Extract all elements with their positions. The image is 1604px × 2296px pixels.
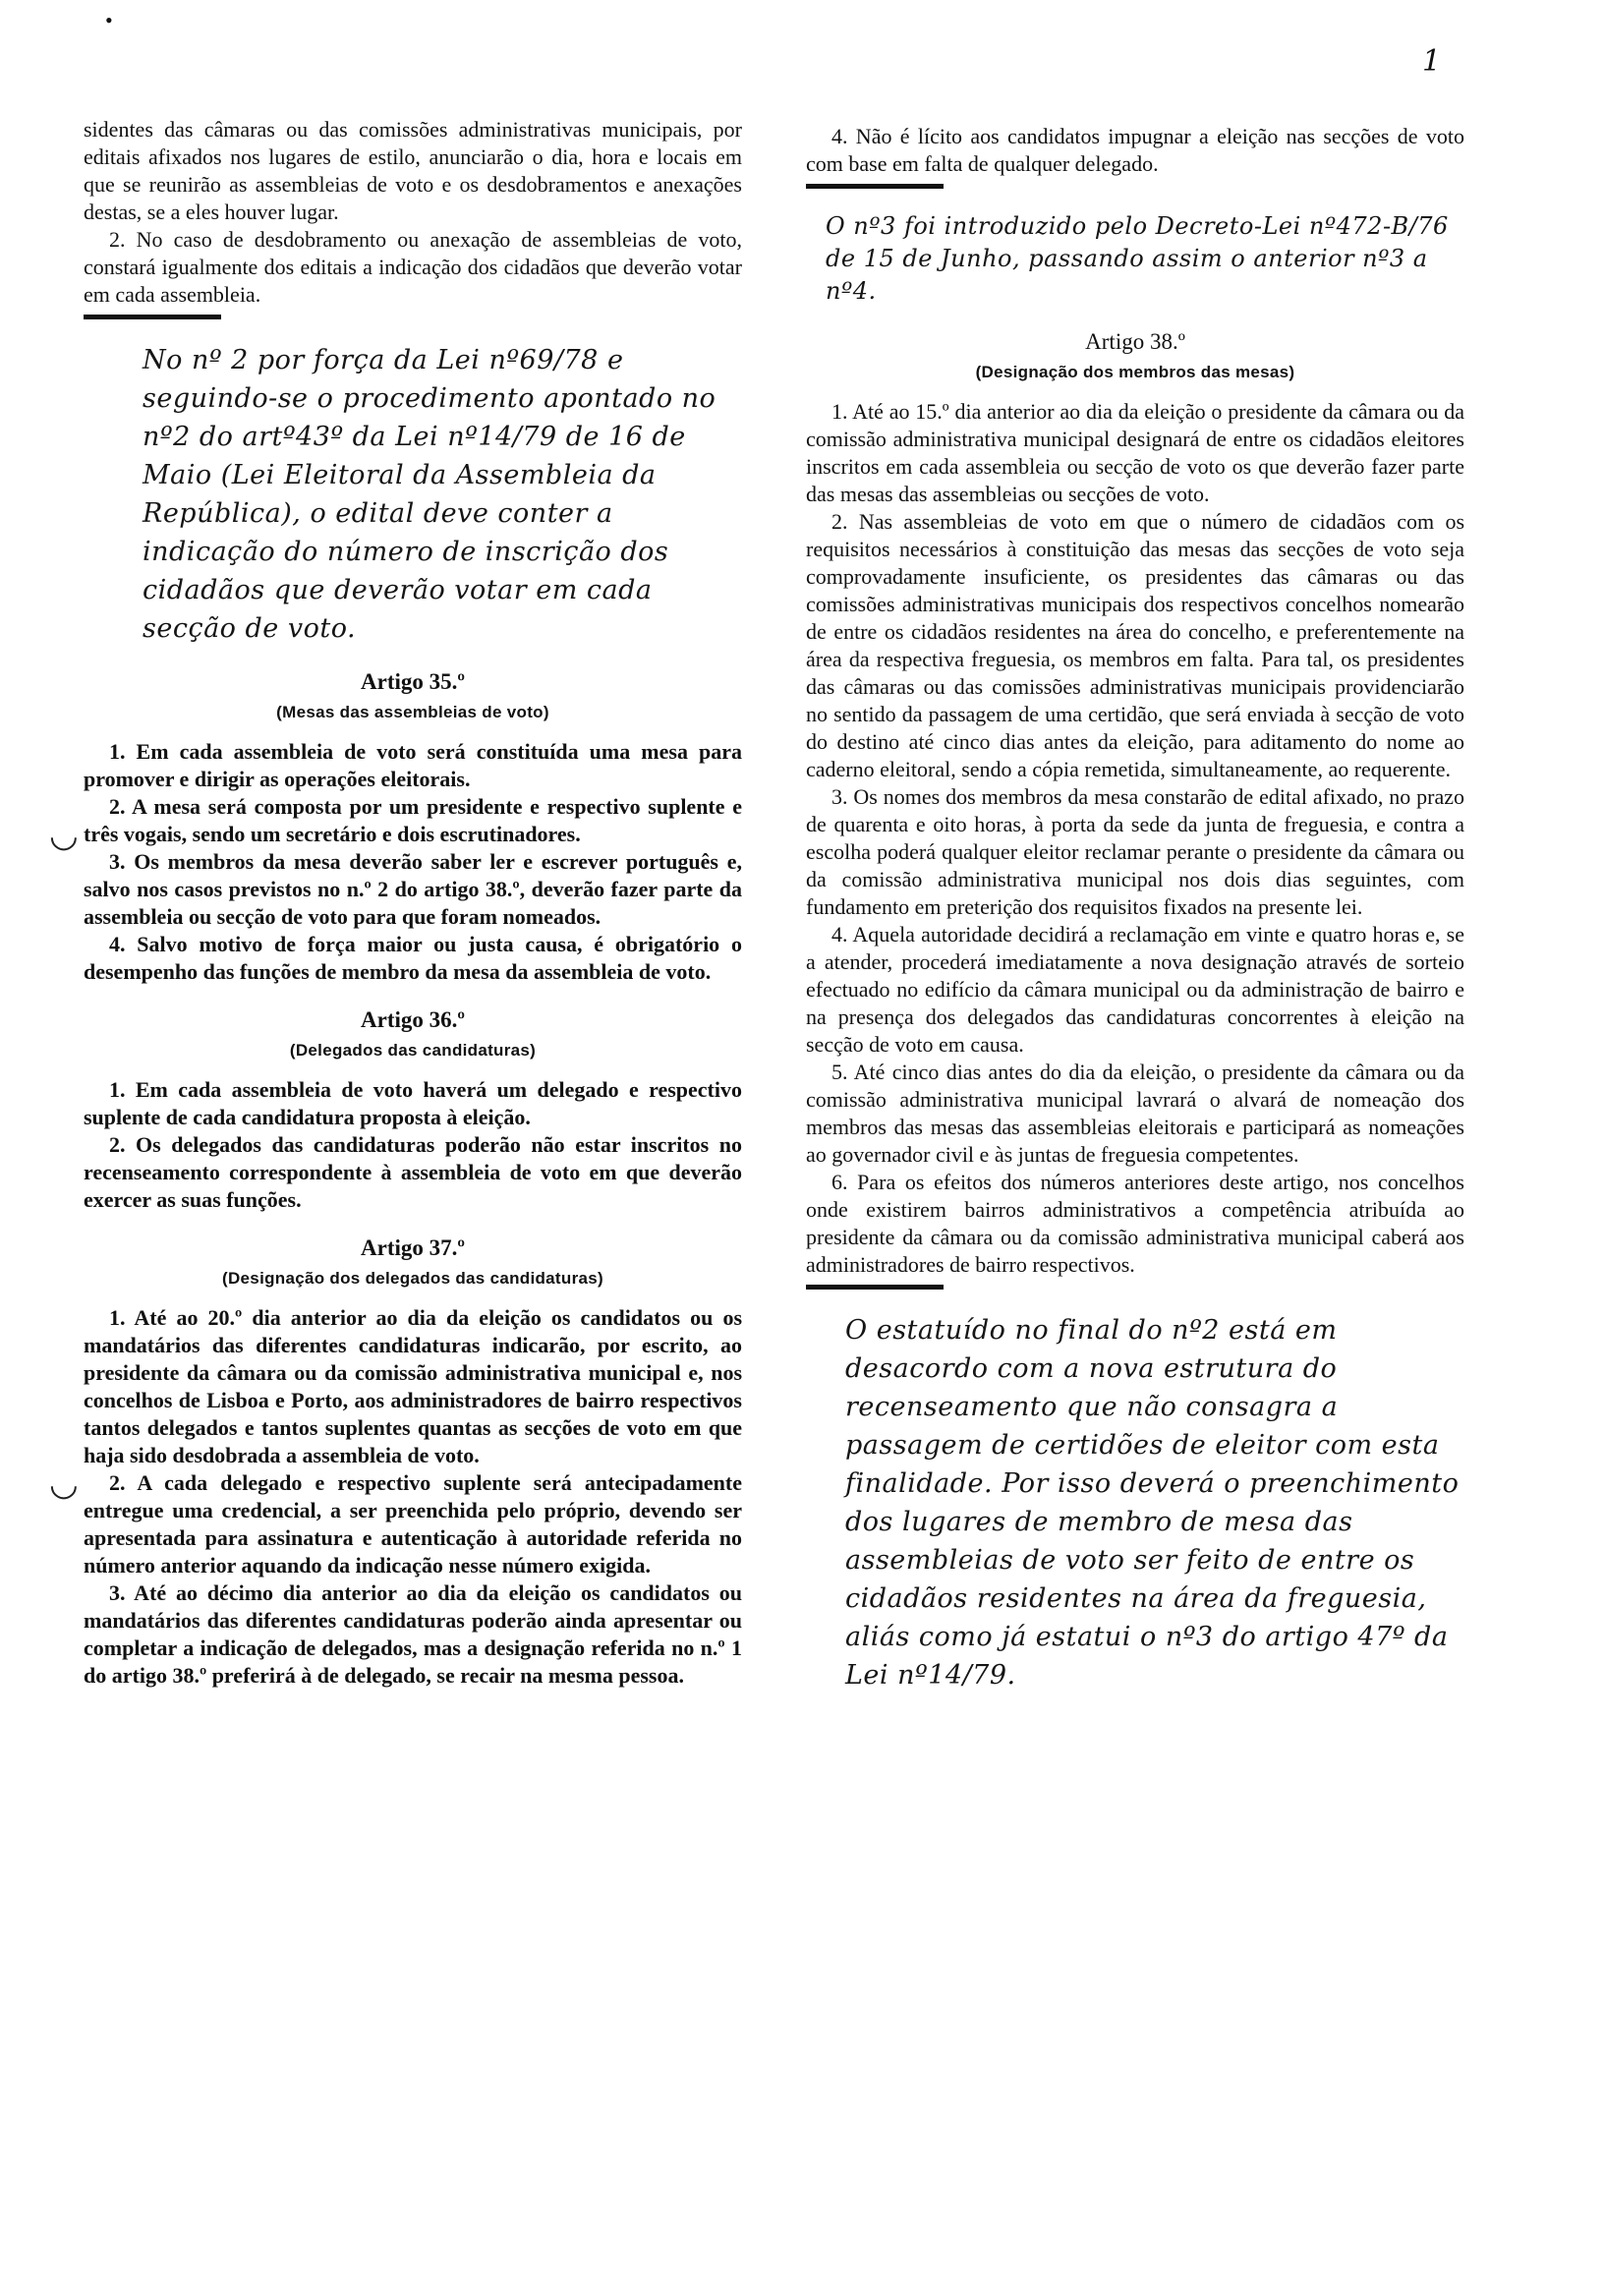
paragraph: 4. Não é lícito aos candidatos impugnar a eleição nas secções de voto com base em falta de qualquer delegado. (806, 124, 1464, 176)
paragraph: 5. Até cinco dias antes do dia da eleição, o presidente da câmara ou da comissão administrativa municipal lavrará o alvará de nomeação dos membros das mesas das assembleias eleitorais e participará as nomeações ao governador civil e às juntas de freguesia competentes. (806, 1060, 1464, 1167)
article-subheading: (Mesas das assembleias de voto) (276, 703, 549, 721)
paragraph: 2. Os delegados das candidaturas poderão não estar inscritos no recenseamento correspondente à assembleia de voto em que deverão exercer as suas funções. (84, 1132, 742, 1212)
paragraph: 3. Os membros da mesa deverão saber ler e escrever português e, salvo nos casos previstos no n.º 2 do artigo 38.º, deverão fazer parte da assembleia ou secção de voto para que foram nomeados. (84, 849, 742, 929)
margin-tick-mark: ◡ (49, 818, 79, 854)
article-subheading: (Designação dos delegados das candidaturas) (222, 1269, 603, 1288)
article-subheading: (Designação dos membros das mesas) (975, 363, 1295, 381)
paragraph: sidentes das câmaras ou das comissões administrativas municipais, por editais afixados nos lugares de estilo, anunciarão o dia, hora e locais em que se reunirão as assembleias de voto e os desdobramentos e anexações destas, se a eles houver lugar. (84, 117, 742, 224)
paragraph: 4. Salvo motivo de força maior ou justa causa, é obrigatório o desempenho das funções de membro da mesa da assembleia de voto. (84, 932, 742, 984)
paragraph: 2. Nas assembleias de voto em que o número de cidadãos com os requisitos necessários à constituição das mesas das secções de voto seja comprovadamente insuficiente, os presidentes das câmaras ou das comissões administrativas municipais dos respectivos concelhos nomearão de entre os cidadãos residentes na área do concelho, e preferentemente na área da respectiva freguesia, os membros em falta. Para tal, os presidentes das câmaras ou das comissões administrativas municipais providenciarão no sentido da passagem de uma certidão, que será enviada à secção de voto do destino até cinco dias antes da eleição, para aditamento do nome ao caderno eleitoral, sendo a cópia remetida, simultaneamente, ao requerente. (806, 509, 1464, 781)
right-column (806, 123, 1464, 1694)
article-heading: Artigo 38.º (1085, 329, 1185, 354)
article-subheading: (Delegados das candidaturas) (289, 1041, 537, 1060)
margin-tick-mark: ◡ (49, 1466, 79, 1503)
page-number: 1 (1422, 44, 1442, 79)
handwritten-note: No nº 2 por força da Lei nº69/78 e seguindo-se o procedimento apontado no nº2 do artº43º da Lei nº14/79 de 16 de Maio (Lei Eleitoral da Assembleia da República), o edital deve conter a indicação do número de inscrição dos cidadãos que deverão votar em cada secção de voto. (143, 345, 716, 644)
divider-rule (806, 1285, 944, 1290)
handwritten-note: O nº3 foi introduzido pelo Decreto-Lei nº472-B/76 de 15 de Junho, passando assim o anterior nº3 a nº4. (826, 212, 1449, 305)
paragraph: 2. A mesa será composta por um presidente e respectivo suplente e três vogais, sendo um secretário e dois escrutinadores. (84, 794, 742, 846)
divider-rule (84, 315, 221, 319)
paragraph: 4. Aquela autoridade decidirá a reclamação em vinte e quatro horas e, se a atender, procederá imediatamente a nova designação através de sorteio efectuado no edifício da câmara municipal ou da administração de bairro e na presença dos delegados das candidaturas concorrentes à eleição na secção de voto em causa. (806, 922, 1464, 1057)
paragraph: 2. A cada delegado e respectivo suplente será antecipadamente entregue uma credencial, a ser preenchida pelo próprio, devendo ser apresentada para assinatura e autenticação à autoridade referida no número anterior aquando da indicação nesse número exigida. (84, 1470, 742, 1578)
article-heading: Artigo 36.º (361, 1007, 465, 1032)
paragraph: 1. Até ao 20.º dia anterior ao dia da eleição os candidatos ou os mandatários das diferentes candidaturas indicarão, por escrito, ao presidente da câmara ou da comissão administrativa municipal e, nos concelhos de Lisboa e Porto, aos administradores de bairro respectivos tantos delegados e tantos suplentes quantas as secções de voto em que haja sido desdobrada a assembleia de voto. (84, 1305, 742, 1467)
paragraph: 3. Até ao décimo dia anterior ao dia da eleição os candidatos ou mandatários das diferentes candidaturas poderão ainda apresentar ou completar a indicação de delegados, mas a designação referida no n.º 1 do artigo 38.º preferirá à de delegado, se recair na mesma pessoa. (84, 1580, 742, 1688)
paragraph: 1. Em cada assembleia de voto haverá um delegado e respectivo suplente de cada candidatura proposta à eleição. (84, 1077, 742, 1129)
handwritten-note: O estatuído no final do nº2 está em desacordo com a nova estrutura do recenseamento que não consagra a passagem de certidões de eleitor com esta finalidade. Por isso deverá o preenchimento dos lugares de membro de mesa das assembleias de voto ser feito de entre os cidadãos residentes na área da freguesia, aliás como já estatui o nº3 do artigo 47º da Lei nº14/79. (845, 1315, 1460, 1691)
paragraph: 1. Em cada assembleia de voto será constituída uma mesa para promover e dirigir as operações eleitorais. (84, 739, 742, 791)
article-heading: Artigo 37.º (361, 1235, 465, 1260)
scan-dot: • (105, 8, 113, 32)
paragraph: 1. Até ao 15.º dia anterior ao dia da eleição o presidente da câmara ou da comissão administrativa municipal designará de entre os cidadãos eleitores inscritos em cada assembleia ou secção de voto os que deverão fazer parte das mesas das assembleias ou secções de voto. (806, 399, 1464, 506)
paragraph: 6. Para os efeitos dos números anteriores deste artigo, nos concelhos onde existirem bairros administrativos a competência atribuída ao presidente da câmara ou da comissão administrativa municipal caberá aos administradores de bairro respectivos. (806, 1170, 1464, 1277)
divider-rule (806, 184, 944, 189)
article-heading: Artigo 35.º (361, 669, 465, 694)
paragraph: 3. Os nomes dos membros da mesa constarão de edital afixado, no prazo de quarenta e oito horas, à porta da sede da junta de freguesia, e contra a escolha poderá qualquer eleitor reclamar perante o presidente da câmara ou da comissão administrativa municipal nos dois dias seguintes, com fundamento em preterição dos requisitos fixados na presente lei. (806, 784, 1464, 919)
paragraph: 2. No caso de desdobramento ou anexação de assembleias de voto, constará igualmente dos editais a indicação dos cidadãos que deverão votar em cada assembleia. (84, 227, 742, 307)
left-column (84, 116, 742, 1690)
